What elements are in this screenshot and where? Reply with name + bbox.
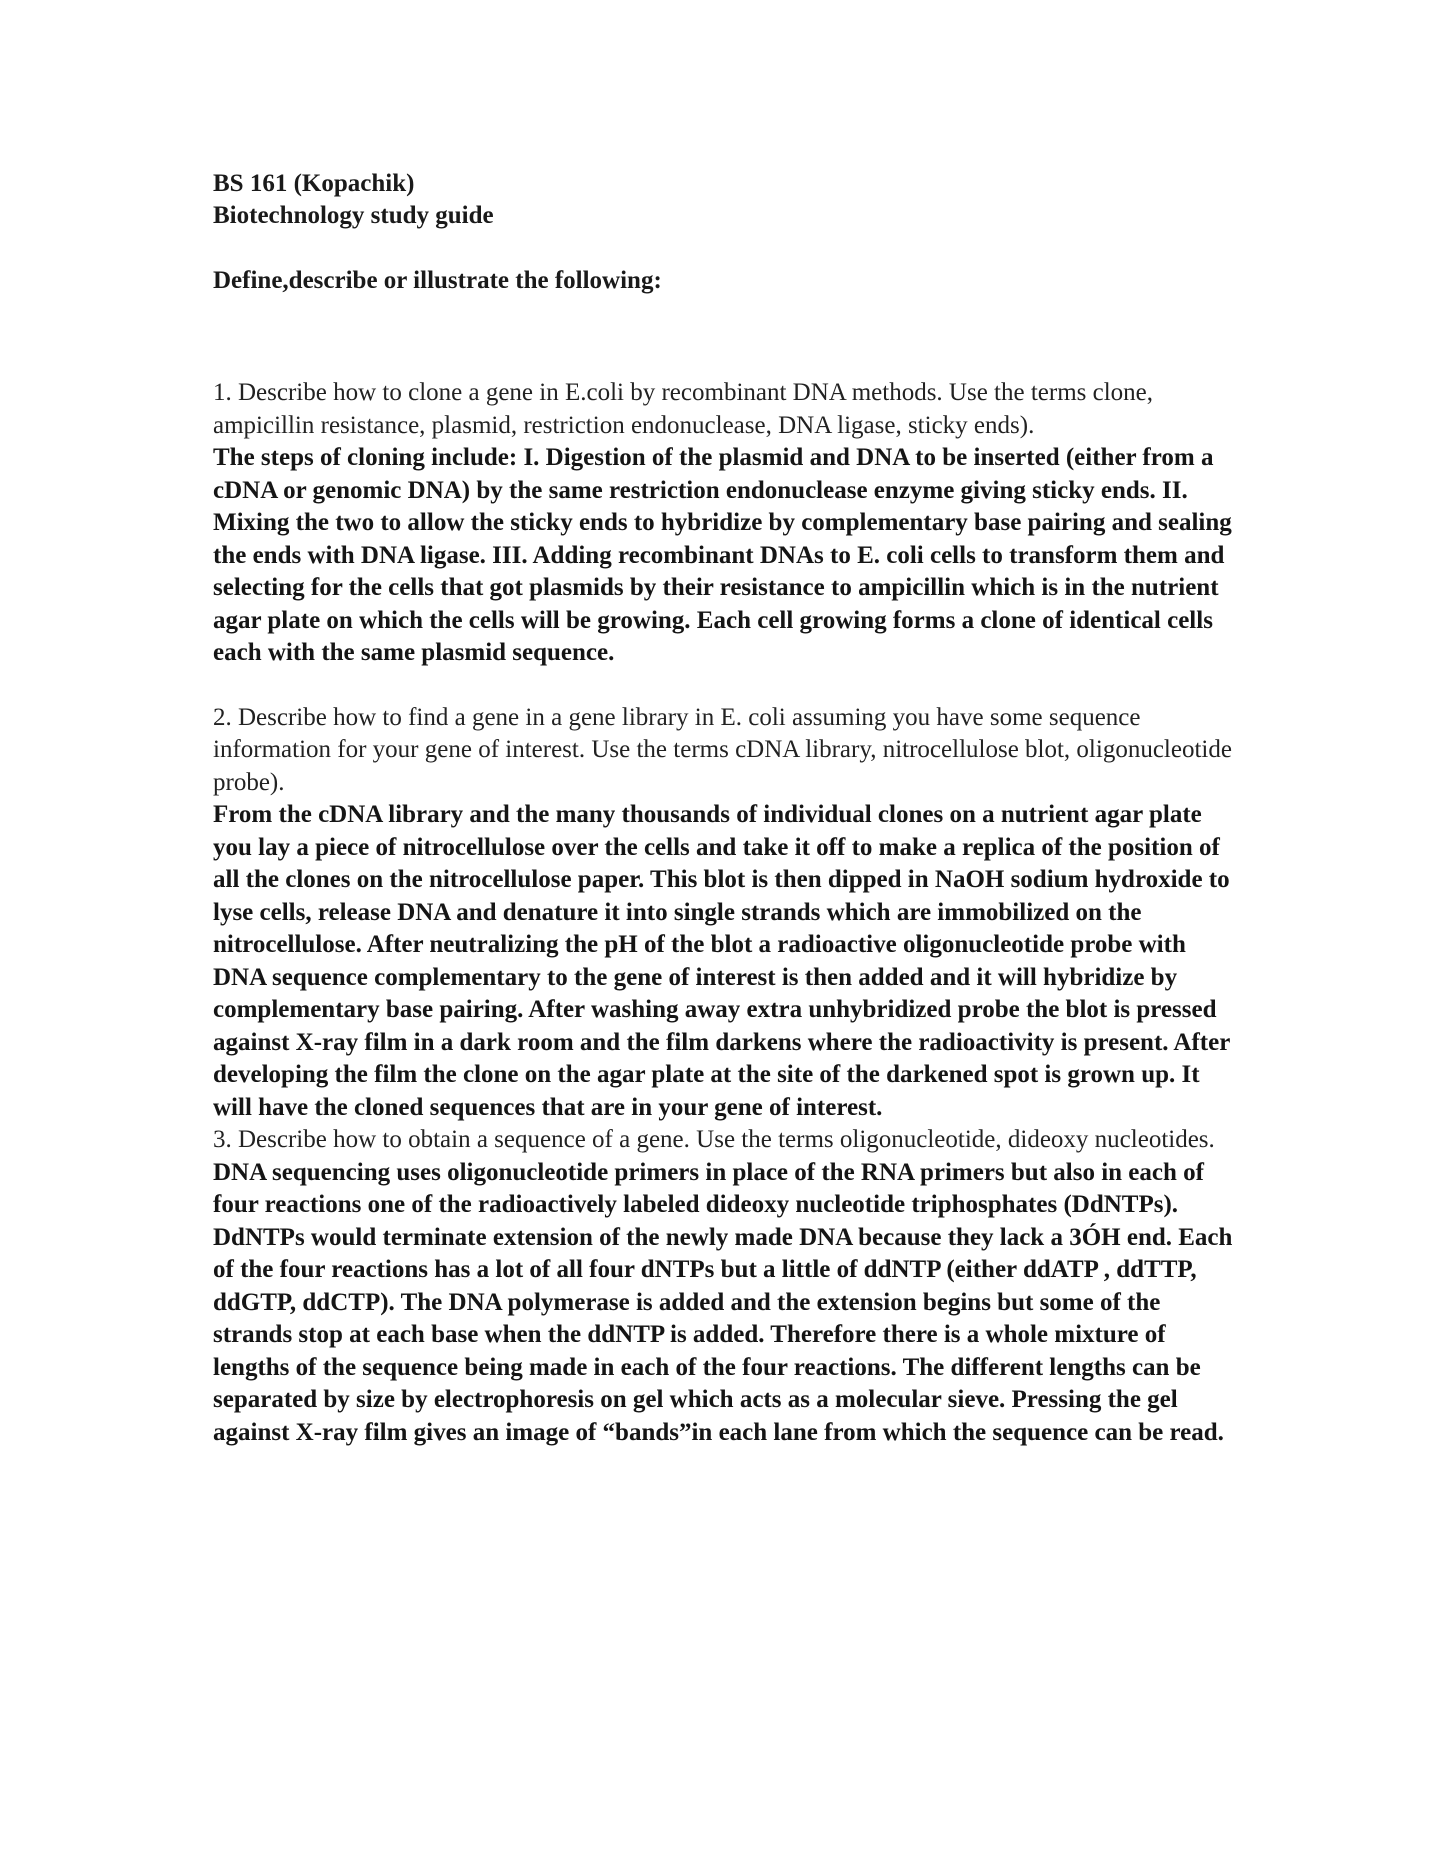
instruction-heading: Define,describe or illustrate the following: xyxy=(213,267,662,294)
study-item-3 xyxy=(213,1124,1233,1449)
question-1: 1. Describe how to clone a gene in E.coli by recombinant DNA methods. Use the terms clone, ampicillin resistance, plasmid, restriction endonuclease, DNA ligase, sticky ends). xyxy=(213,379,1154,439)
answer-2: From the cDNA library and the many thousands of individual clones on a nutrient agar plate you lay a piece of nitrocellulose over the cells and take it off to make a replica of the position of all the clones on the nitrocellulose paper. This blot is then dipped in NaOH sodium hydroxide to lyse cells, release DNA and denature it into single strands which are immobilized on the nitrocellulose. After neutralizing the pH of the blot a radioactive oligonucleotide probe with DNA sequence complementary to the gene of interest is then added and it will hybridize by complementary base pairing. After washing away extra unhybridized probe the blot is pressed against X-ray film in a dark room and the film darkens where the radioactivity is present. After developing the film the clone on the agar plate at the site of the darkened spot is grown up. It will have the cloned sequences that are in your gene of interest. xyxy=(213,801,1230,1121)
document-title: Biotechnology study guide xyxy=(213,202,494,229)
question-2: 2. Describe how to find a gene in a gene library in E. coli assuming you have some sequence information for your gene of interest. Use the terms cDNA library, nitrocellulose blot, oligonucleotide probe). xyxy=(213,703,1232,796)
study-item-1 xyxy=(213,377,1233,670)
answer-1: The steps of cloning include: I. Digestion of the plasmid and DNA to be inserted (either from a cDNA or genomic DNA) by the same restriction endonuclease enzyme giving sticky ends. II. Mixing the two to allow the sticky ends to hybridize by complementary base pairing and sealing the ends with DNA ligase. III. Adding recombinant DNAs to E. coli cells to transform them and selecting for the cells that got plasmids by their resistance to ampicillin which is in the nutrient agar plate on which the cells will be growing. Each cell growing forms a clone of identical cells each with the same plasmid sequence. xyxy=(213,444,1232,666)
study-item-2 xyxy=(213,702,1233,1125)
question-3: 3. Describe how to obtain a sequence of a gene. Use the terms oligonucleotide, dideoxy nucleotides. xyxy=(213,1126,1215,1153)
document-page xyxy=(213,168,1233,1449)
course-heading: BS 161 (Kopachik) xyxy=(213,170,415,197)
answer-3: DNA sequencing uses oligonucleotide primers in place of the RNA primers but also in each of four reactions one of the radioactively labeled dideoxy nucleotide triphosphates (DdNTPs). DdNTPs would terminate extension of the newly made DNA because they lack a 3ÓH end. Each of the four reactions has a lot of all four dNTPs but a little of ddNTP (either ddATP , ddTTP, ddGTP, ddCTP). The DNA polymerase is added and the extension begins but some of the strands stop at each base when the ddNTP is added. Therefore there is a whole mixture of lengths of the sequence being made in each of the four reactions. The different lengths can be separated by size by electrophoresis on gel which acts as a molecular sieve. Pressing the gel against X-ray film gives an image of “bands”in each lane from which the sequence can be read. xyxy=(213,1158,1233,1446)
